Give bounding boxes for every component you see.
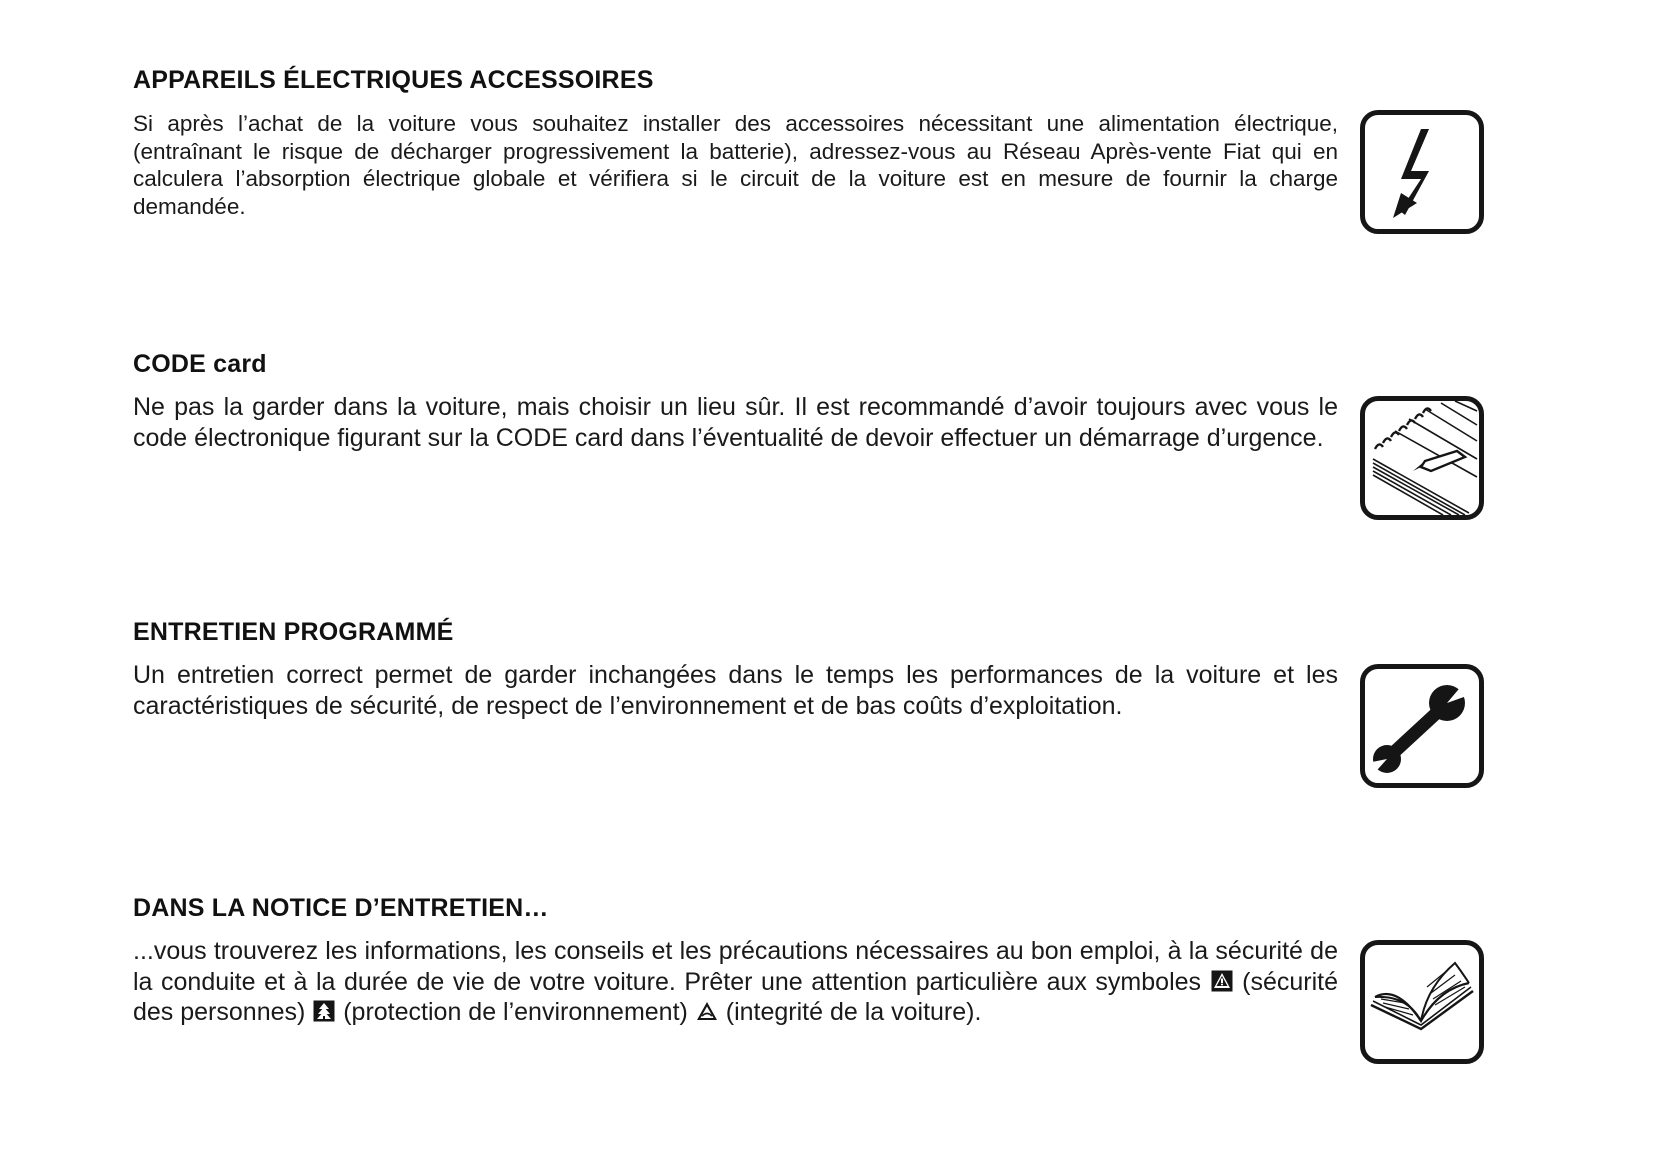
section-body: Un entretien correct permet de garder inchangées dans le temps les performances de la voiture et les caractéristiques de sécurité, de respect de l’environnement et de bas coûts d’exploitation. <box>133 661 1338 720</box>
section-heading: APPAREILS ÉLECTRIQUES ACCESSOIRES <box>133 66 654 94</box>
body-part: (sécurité des personnes) <box>133 967 1338 1026</box>
car-integrity-icon <box>696 1000 718 1022</box>
wrench-icon <box>1360 664 1484 788</box>
environment-icon <box>313 1000 335 1022</box>
person-safety-icon <box>1211 970 1233 992</box>
body-part: ...vous trouverez les informations, les conseils et les précautions nécessaires au bon emploi, à la sécurité de la conduite et à la durée de vie de votre voiture. Prêter une attention particulière aux symboles <box>133 937 1338 996</box>
notebook-pencil-icon <box>1360 396 1484 520</box>
section-heading: DANS LA NOTICE D’ENTRETIEN… <box>133 894 549 922</box>
lightning-icon <box>1360 110 1484 234</box>
body-part: (integrité de la voiture). <box>718 998 982 1026</box>
section-heading: CODE card <box>133 350 267 378</box>
section-body <box>133 936 1338 1028</box>
section-body: Ne pas la garder dans la voiture, mais choisir un lieu sûr. Il est recommandé d’avoir toujours avec vous le code électronique figurant sur la CODE card dans l’éventualité de devoir effectuer un démarrage d’urgence. <box>133 393 1338 452</box>
open-book-icon <box>1360 940 1484 1064</box>
section-heading: ENTRETIEN PROGRAMMÉ <box>133 618 454 646</box>
body-part: (protection de l’environnement) <box>336 998 695 1026</box>
section-body: Si après l’achat de la voiture vous souhaitez installer des accessoires nécessitant une alimentation électrique, (entraînant le risque de décharger progressivement la batterie), adressez-vous au Réseau Après-vente Fiat qui en calculera l’absorption électrique globale et vérifiera si le circuit de la voiture est en mesure de fournir la charge demandée. <box>133 111 1338 219</box>
